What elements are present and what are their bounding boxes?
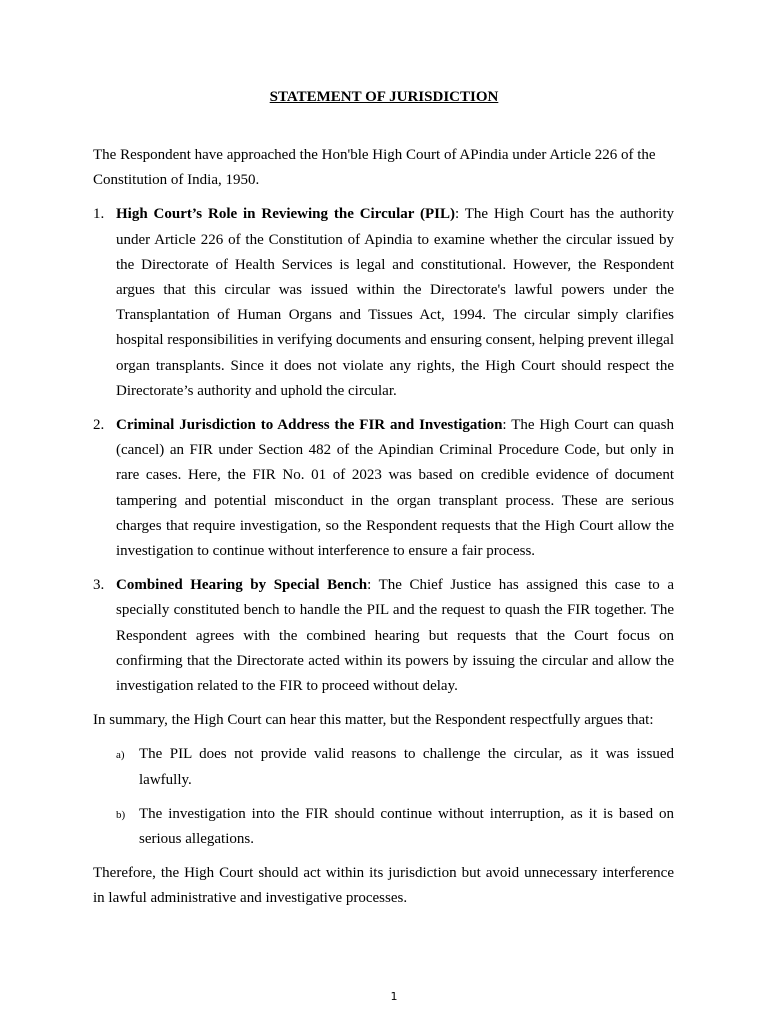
sub-list-item-letter: b) — [116, 808, 126, 821]
list-item-number: 3. — [93, 577, 105, 594]
list-item-number: 2. — [93, 417, 105, 434]
list-item-text: : The High Court can quash (cancel) an FIR under Section 482 of the Apindian Criminal Procedure Code, but only in rare cases. Here, the FIR No. 01 of 2023 was based on credible evidence of document tampering and potential misconduct in the organ transplant process. These are serious charges that require investigation, so the Respondent requests that the High Court allow the investigation to continue without interference to ensure a fair process. — [116, 417, 675, 560]
list-item — [93, 573, 674, 699]
page-number: 1 — [390, 990, 398, 1003]
numbered-list — [93, 202, 674, 699]
page-title: STATEMENT OF JURISDICTION — [269, 89, 499, 105]
sub-list-item — [93, 802, 674, 852]
list-item-heading: Combined Hearing by Special Bench — [116, 577, 368, 594]
conclusion-paragraph: Therefore, the High Court should act within its jurisdiction but avoid unnecessary interference in lawful administrative and investigative processes. — [93, 865, 674, 907]
intro-paragraph: The Respondent have approached the Hon'ble High Court of APindia under Article 226 of the Constitution of India, 1950. — [93, 147, 656, 189]
sub-list-item — [93, 742, 674, 792]
sub-list-item-letter: a) — [116, 749, 125, 762]
lettered-list — [93, 742, 674, 852]
list-item-text: : The Chief Justice has assigned this case to a specially constituted bench to handle the PIL and the request to quash the FIR together. The Respondent agrees with the combined hearing but requests that the Court focus on confirming that the Directorate acted within its powers by issuing the circular and allow the investigation related to the FIR to proceed without delay. — [116, 577, 674, 695]
list-item — [93, 202, 674, 404]
document-body — [93, 143, 674, 912]
list-item-heading: High Court’s Role in Reviewing the Circular (PIL) — [116, 206, 456, 223]
summary-paragraph: In summary, the High Court can hear this matter, but the Respondent respectfully argues that: — [93, 712, 654, 729]
sub-list-item-text: The investigation into the FIR should continue without interruption, as it is based on serious allegations. — [139, 805, 674, 848]
list-item-heading: Criminal Jurisdiction to Address the FIR and Investigation — [116, 417, 503, 434]
list-item-text: : The High Court has the authority under Article 226 of the Constitution of Apindia to examine whether the circular issued by the Directorate of Health Services is legal and constitutional. However, the Respondent argues that this circular was issued within the Directorate's lawful powers under the Transplantation of Human Organs and Tissues Act, 1994. The circular simply clarifies hospital responsibilities in verifying documents and ensuring consent, helping prevent illegal organ transplants. Since it does not violate any rights, the High Court should respect the Directorate’s authority and uphold the circular. — [116, 206, 674, 399]
list-item-number: 1. — [93, 206, 105, 223]
list-item — [93, 413, 674, 564]
sub-list-item-text: The PIL does not provide valid reasons to challenge the circular, as it was issued lawfully. — [139, 746, 674, 788]
